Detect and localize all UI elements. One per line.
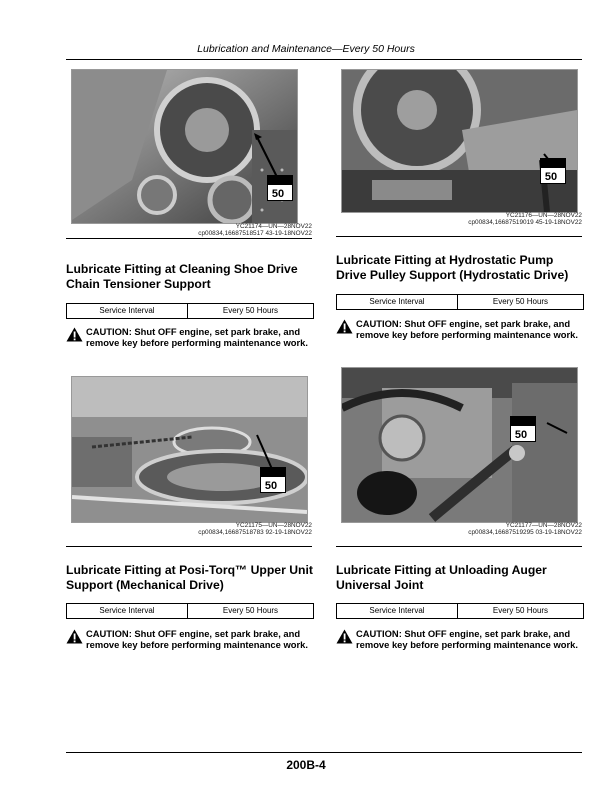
service-interval-label: Service Interval bbox=[67, 604, 188, 618]
badge-label: 50 bbox=[271, 188, 285, 200]
fifty-hour-badge-icon bbox=[267, 175, 293, 201]
caution-note: CAUTION: Shut OFF engine, set park brake, and remove key before performing maintenance work. bbox=[336, 318, 584, 341]
figure-caption: YC21175—UN—28NOV22 cp00834,16687518783 92-19-18NOV22 bbox=[198, 522, 312, 536]
section-rule bbox=[66, 546, 312, 547]
section-title: Lubricate Fitting at Cleaning Shoe Drive Chain Tensioner Support bbox=[66, 262, 298, 291]
service-interval-value: Every 50 Hours bbox=[492, 606, 549, 615]
service-interval-table bbox=[66, 603, 314, 619]
section-rule bbox=[66, 238, 312, 239]
fifty-hour-badge-icon bbox=[510, 416, 536, 442]
warning-triangle-icon bbox=[66, 629, 83, 644]
warning-triangle-icon bbox=[336, 319, 353, 334]
service-interval-value: Every 50 Hours bbox=[222, 606, 279, 615]
figure-caption: YC21177—UN—28NOV22 cp00834,16687519295 03-19-18NOV22 bbox=[468, 522, 582, 536]
badge-label: 50 bbox=[544, 171, 558, 183]
service-interval-label: Service Interval bbox=[67, 304, 188, 318]
service-interval-table bbox=[336, 294, 584, 310]
badge-label: 50 bbox=[514, 429, 528, 441]
caution-note: CAUTION: Shut OFF engine, set park brake, and remove key before performing maintenance work. bbox=[336, 628, 584, 651]
service-interval-table bbox=[336, 603, 584, 619]
figure-caption: YC21174—UN—28NOV22 cp00834,16687518517 43-19-18NOV22 bbox=[198, 223, 312, 237]
header-rule bbox=[66, 59, 582, 60]
fifty-hour-badge-icon bbox=[540, 158, 566, 184]
page-number: 200B-4 bbox=[286, 758, 326, 772]
caution-note: CAUTION: Shut OFF engine, set park brake, and remove key before performing maintenance work. bbox=[66, 628, 314, 651]
badge-label: 50 bbox=[264, 480, 278, 492]
fifty-hour-badge-icon bbox=[260, 467, 286, 493]
section-title: Lubricate Fitting at Hydrostatic Pump Drive Pulley Support (Hydrostatic Drive) bbox=[336, 253, 569, 282]
caution-note: CAUTION: Shut OFF engine, set park brake, and remove key before performing maintenance work. bbox=[66, 326, 314, 349]
section-title: Lubricate Fitting at Posi-Torq™ Upper Unit Support (Mechanical Drive) bbox=[66, 563, 313, 592]
warning-triangle-icon bbox=[336, 629, 353, 644]
photo-hydrostatic-pump-drive bbox=[341, 69, 578, 213]
footer-rule bbox=[66, 752, 582, 753]
service-interval-table bbox=[66, 303, 314, 319]
section-rule bbox=[336, 546, 582, 547]
section-title: Lubricate Fitting at Unloading Auger Universal Joint bbox=[336, 563, 547, 592]
photo-posi-torq-support bbox=[71, 376, 308, 523]
photo-cleaning-shoe-drive bbox=[71, 69, 298, 224]
figure-caption: YC21176—UN—28NOV22 cp00834,16687519019 45-19-18NOV22 bbox=[468, 212, 582, 226]
page-header: Lubrication and Maintenance—Every 50 Hours bbox=[197, 43, 415, 55]
section-rule bbox=[336, 236, 582, 237]
warning-triangle-icon bbox=[66, 327, 83, 342]
service-interval-value: Every 50 Hours bbox=[492, 297, 549, 306]
photo-unloading-auger-joint bbox=[341, 367, 578, 523]
service-interval-label: Service Interval bbox=[337, 295, 458, 309]
service-interval-value: Every 50 Hours bbox=[222, 306, 279, 315]
service-interval-label: Service Interval bbox=[337, 604, 458, 618]
